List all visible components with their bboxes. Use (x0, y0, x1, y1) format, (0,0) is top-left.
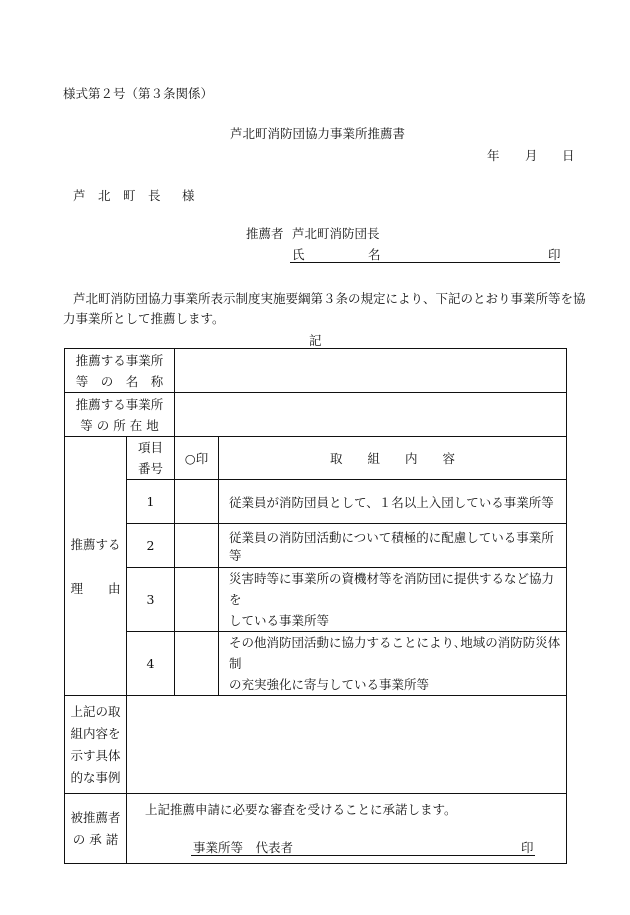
business-name-label: 推薦する事業所 等 の 名 称 (65, 349, 175, 393)
row-business-address (65, 393, 567, 437)
row-consent (65, 794, 567, 864)
recommendation-table (64, 348, 567, 864)
date-month: 月 (525, 148, 538, 163)
recommender-name-label-1: 氏 (292, 247, 305, 262)
body-line-1: 芦北町消防団協力事業所表示制度実施要綱第３条の規定により、下記のとおり事業所等を協 (73, 291, 586, 306)
form-number: 様式第２号（第３条関係） (63, 86, 214, 101)
consent-field (127, 794, 567, 864)
representative-seal: 印 (521, 840, 534, 855)
item-content: その他消防団活動に協力することにより､地域の消防防災体制 の充実強化に寄与している事業所等 (219, 632, 567, 696)
item-number: 4 (127, 632, 175, 696)
item-row-2 (65, 524, 567, 568)
item-content: 従業員の消防団活動について積極的に配慮している事業所等 (219, 524, 567, 568)
mark-cell[interactable] (175, 568, 219, 632)
representative-signature-line[interactable] (191, 855, 535, 856)
row-examples (65, 696, 567, 794)
mark-header: ○印 (175, 437, 219, 480)
document-title: 芦北町消防団協力事業所推薦書 (230, 126, 406, 141)
item-row-1 (65, 480, 567, 524)
addressee-name: 芦 北 町 長 (73, 188, 161, 203)
row-business-name (65, 349, 567, 393)
item-number: 2 (127, 524, 175, 568)
mark-cell[interactable] (175, 632, 219, 696)
row-item-header (65, 437, 567, 480)
consent-text: 上記推薦申請に必要な審査を受けることに承諾します。 (145, 802, 457, 817)
recommender-signature-line (290, 262, 560, 263)
ki-label: 記 (309, 333, 322, 348)
item-number: 3 (127, 568, 175, 632)
content-header: 取 組 内 容 (219, 437, 567, 480)
business-address-field[interactable] (175, 393, 567, 437)
consent-label: 被推薦者 の 承 諾 (65, 794, 127, 864)
item-row-3 (65, 568, 567, 632)
representative-label: 事業所等 代表者 (193, 840, 294, 855)
body-line-2: 力事業所として推薦します。 (63, 311, 225, 326)
business-address-label: 推薦する事業所 等 の 所 在 地 (65, 393, 175, 437)
item-number-header: 項目 番号 (127, 437, 175, 480)
example-field[interactable] (127, 696, 567, 794)
recommender-name-label-2: 名 (368, 247, 381, 262)
date-year: 年 (487, 148, 500, 163)
item-row-4 (65, 632, 567, 696)
item-content: 従業員が消防団員として、１名以上入団している事業所等 (219, 480, 567, 524)
recommender-label: 推薦者 (246, 226, 284, 241)
mark-cell[interactable] (175, 524, 219, 568)
date-day: 日 (562, 148, 575, 163)
recommender-title: 芦北町消防団長 (292, 226, 380, 241)
reason-label: 推薦する 理 由 (65, 437, 127, 696)
business-name-field[interactable] (175, 349, 567, 393)
mark-cell[interactable] (175, 480, 219, 524)
example-label: 上記の取 組内容を 示す具体 的な事例 (65, 696, 127, 794)
item-content: 災害時等に事業所の資機材等を消防団に提供するなど協力を している事業所等 (219, 568, 567, 632)
recommender-seal: 印 (548, 247, 561, 262)
addressee-honorific: 様 (182, 188, 195, 203)
item-number: 1 (127, 480, 175, 524)
